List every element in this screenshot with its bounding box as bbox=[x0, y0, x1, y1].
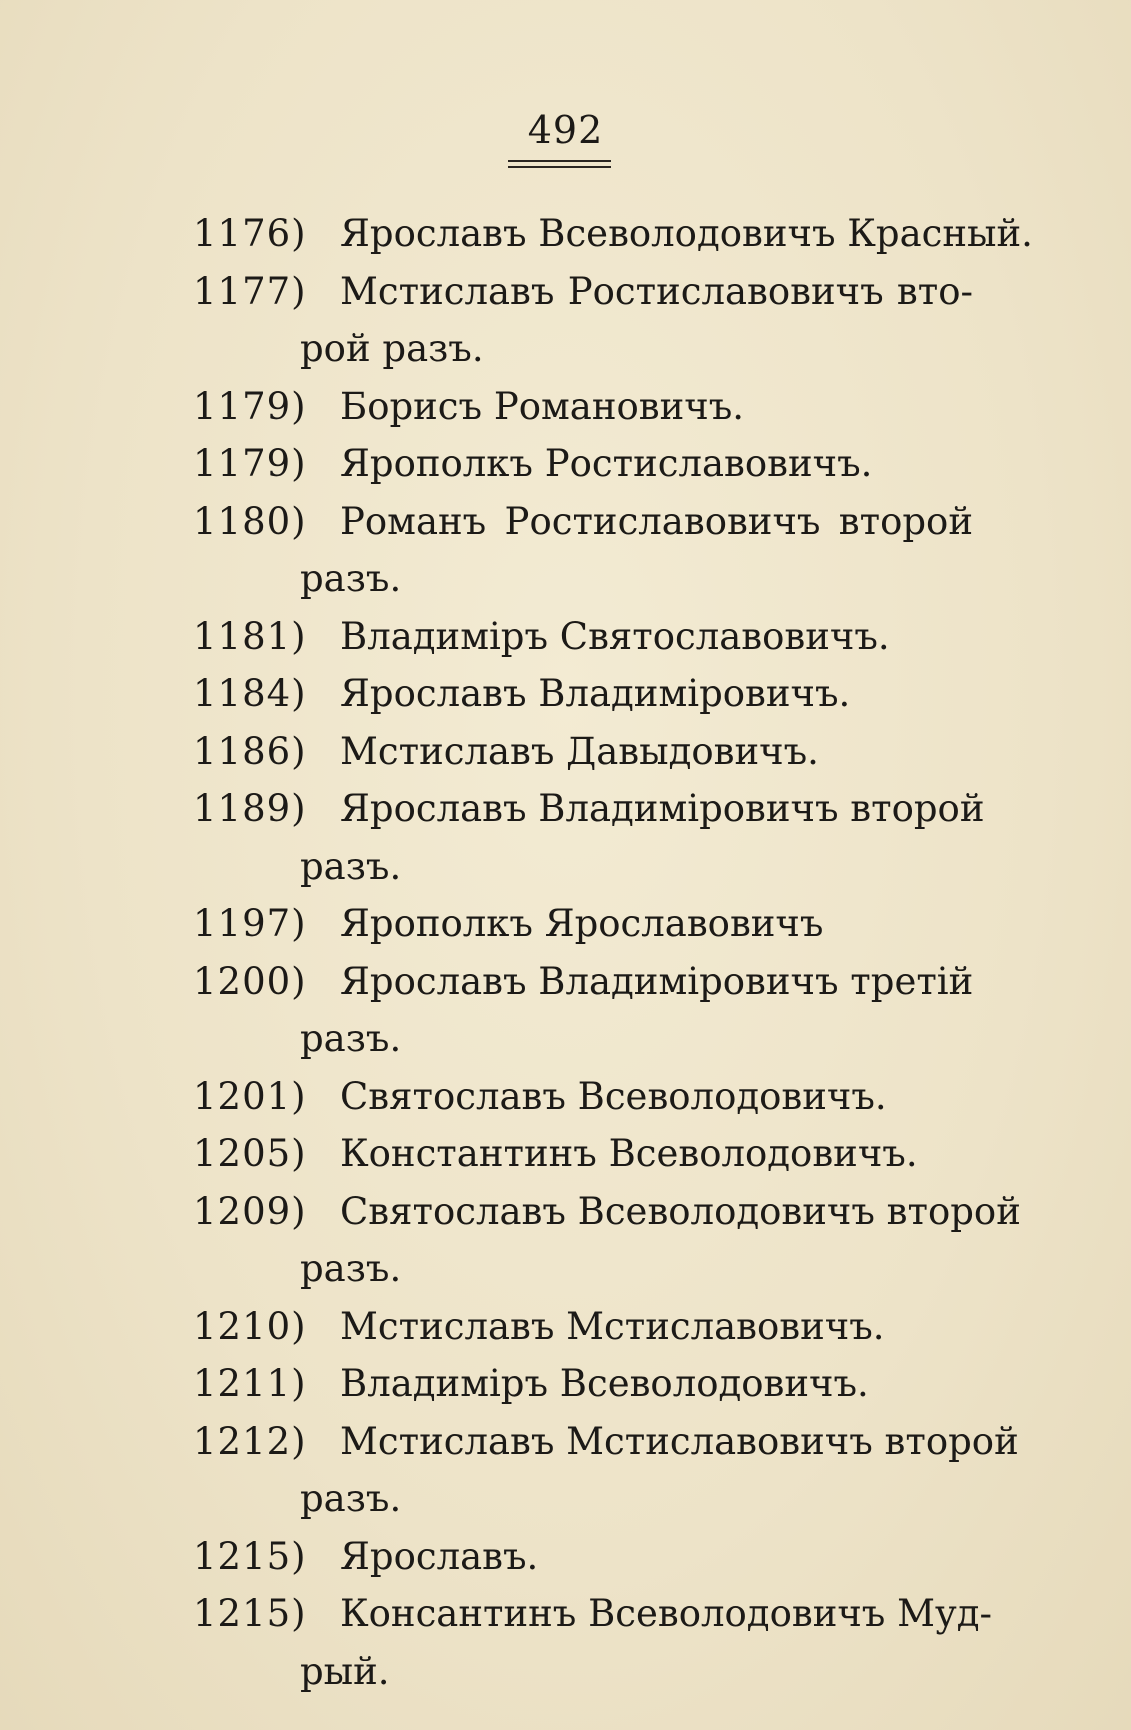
entry-line bbox=[193, 1355, 973, 1413]
entry-line bbox=[193, 378, 973, 436]
list-item bbox=[193, 723, 973, 781]
entry-text: Святославъ Всеволодовичъ второй bbox=[340, 1189, 1021, 1233]
entry-year: 1205) bbox=[193, 1132, 307, 1175]
entry-text: Ярославъ Всеволодовичъ Красный. bbox=[340, 212, 1033, 255]
entry-text: Ярославъ. bbox=[340, 1534, 539, 1578]
entry-year: 1200) bbox=[193, 959, 307, 1003]
entry-text: рый. bbox=[300, 1649, 390, 1693]
list-item bbox=[193, 665, 973, 723]
list-item bbox=[193, 1355, 973, 1413]
entry-line bbox=[193, 1413, 1019, 1471]
list-item bbox=[193, 1528, 973, 1586]
entry-text: разъ. bbox=[300, 1017, 402, 1060]
entry-line bbox=[193, 205, 1033, 263]
entry-line bbox=[193, 895, 973, 953]
entry-year: 1184) bbox=[193, 672, 307, 715]
entry-text: рой разъ. bbox=[300, 327, 484, 370]
entry-text: Святославъ Всеволодовичъ. bbox=[340, 1074, 887, 1118]
entry-year: 1212) bbox=[193, 1419, 307, 1463]
entry-year: 1189) bbox=[193, 787, 307, 830]
list-item bbox=[193, 205, 1033, 263]
entry-year: 1215) bbox=[193, 1534, 307, 1578]
list-item bbox=[193, 1585, 993, 1700]
entry-text: Борисъ Романовичъ. bbox=[340, 384, 745, 428]
list-item bbox=[193, 1298, 973, 1356]
entry-year: 1180) bbox=[193, 499, 307, 543]
entry-text: Ярополкъ Ярославовичъ bbox=[340, 902, 824, 945]
list-item bbox=[193, 1125, 973, 1183]
list-item bbox=[193, 263, 973, 378]
entry-text: Мстиславъ Мстиславовичъ второй bbox=[340, 1419, 1019, 1463]
entry-line bbox=[193, 665, 973, 723]
entry-text: Ярославъ Владиміровичъ. bbox=[340, 672, 851, 715]
list-item bbox=[193, 1068, 973, 1126]
entry-year: 1211) bbox=[193, 1362, 307, 1405]
entry-line bbox=[193, 1125, 973, 1183]
entry-year: 1209) bbox=[193, 1189, 307, 1233]
entry-year: 1181) bbox=[193, 614, 307, 658]
entry-year: 1215) bbox=[193, 1592, 307, 1635]
list-item bbox=[193, 378, 973, 436]
entry-text: Константинъ Всеволодовичъ. bbox=[340, 1132, 918, 1175]
list-item bbox=[193, 1183, 1021, 1298]
entry-continuation-line bbox=[193, 1240, 973, 1298]
entry-list bbox=[193, 205, 1033, 1700]
list-item bbox=[193, 895, 973, 953]
entry-year: 1179) bbox=[193, 384, 307, 428]
list-item bbox=[193, 435, 973, 493]
entry-text: Мстиславъ Мстиславовичъ. bbox=[340, 1304, 885, 1348]
entry-text: Романъ Ростиславовичъ второй bbox=[340, 499, 973, 543]
entry-line bbox=[193, 1183, 1021, 1241]
entry-continuation-line bbox=[193, 1010, 973, 1068]
list-item bbox=[193, 780, 985, 895]
entry-text: Ярославъ Владиміровичъ второй bbox=[340, 787, 985, 830]
entry-line bbox=[193, 1298, 973, 1356]
entry-line bbox=[193, 263, 973, 321]
entry-year: 1197) bbox=[193, 902, 307, 945]
entry-text: Ярославъ Владиміровичъ третій bbox=[340, 959, 974, 1003]
entry-continuation-line bbox=[193, 1643, 973, 1701]
list-item bbox=[193, 1413, 1019, 1528]
entry-line bbox=[193, 608, 973, 666]
list-item bbox=[193, 493, 973, 608]
entry-year: 1201) bbox=[193, 1074, 307, 1118]
entry-continuation-line bbox=[193, 550, 973, 608]
list-item bbox=[193, 608, 973, 666]
entry-line bbox=[193, 493, 973, 551]
entry-continuation-line bbox=[193, 320, 973, 378]
entry-text: Ярополкъ Ростиславовичъ. bbox=[340, 442, 873, 485]
entry-year: 1186) bbox=[193, 729, 307, 773]
page-number-rule bbox=[508, 160, 611, 170]
list-item bbox=[193, 953, 973, 1068]
entry-text: Консантинъ Всеволодовичъ Муд- bbox=[340, 1592, 993, 1635]
entry-continuation-line bbox=[193, 1470, 973, 1528]
entry-text: разъ. bbox=[300, 844, 402, 888]
entry-continuation-line bbox=[193, 838, 973, 896]
entry-year: 1210) bbox=[193, 1304, 307, 1348]
entry-text: разъ. bbox=[300, 1477, 402, 1520]
entry-line bbox=[193, 1068, 973, 1126]
entry-year: 1179) bbox=[193, 442, 307, 485]
entry-text: разъ. bbox=[300, 557, 402, 600]
page-number: 492 bbox=[527, 108, 604, 152]
entry-year: 1177) bbox=[193, 269, 307, 313]
entry-line bbox=[193, 953, 973, 1011]
entry-line bbox=[193, 1585, 993, 1643]
entry-line bbox=[193, 435, 973, 493]
entry-text: разъ. bbox=[300, 1247, 402, 1290]
entry-text: Владиміръ Всеволодовичъ. bbox=[340, 1362, 869, 1405]
entry-line bbox=[193, 1528, 973, 1586]
entry-year: 1176) bbox=[193, 212, 307, 255]
entry-line bbox=[193, 780, 985, 838]
entry-line bbox=[193, 723, 973, 781]
entry-text: Мстиславъ Ростиславовичъ вто- bbox=[340, 269, 973, 313]
entry-text: Мстиславъ Давыдовичъ. bbox=[340, 729, 819, 773]
entry-text: Владиміръ Святославовичъ. bbox=[340, 614, 890, 658]
